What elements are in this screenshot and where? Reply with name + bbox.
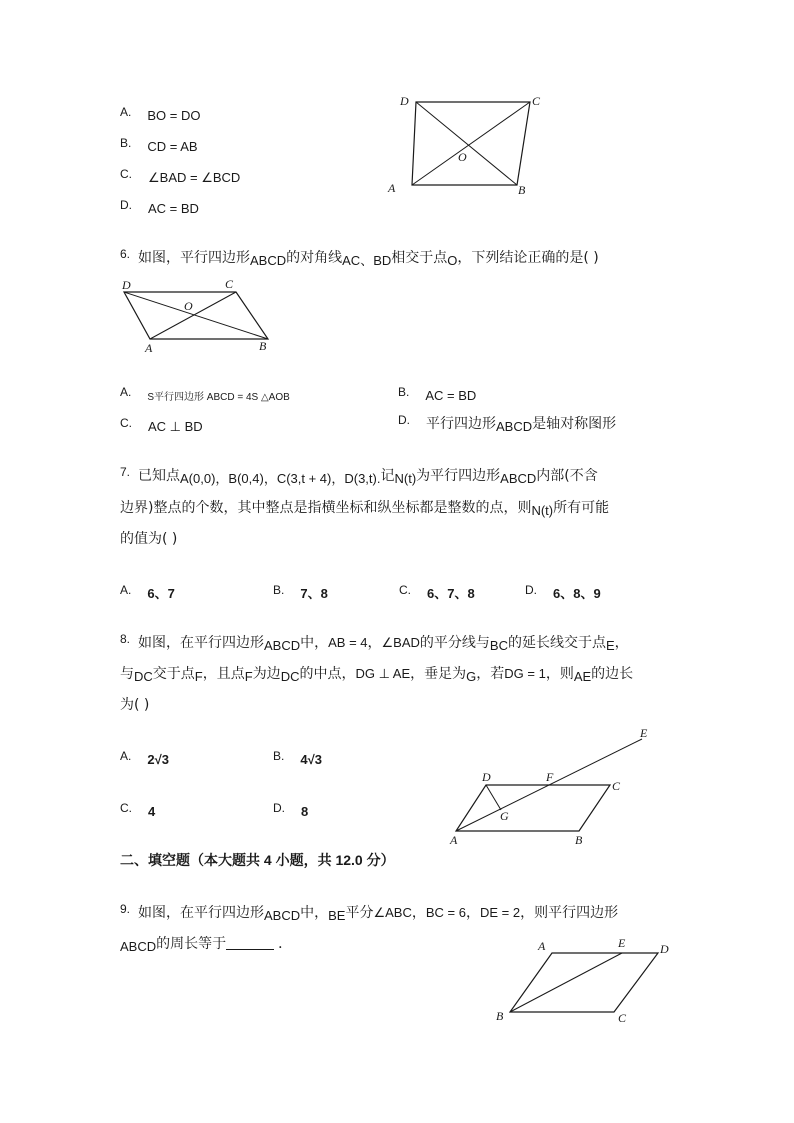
fig9-label-b: B [496, 1009, 504, 1023]
fig5-label-b: B [518, 183, 526, 197]
q6-parallelogram-figure [114, 274, 284, 358]
q8-option-c: C. 4 [120, 801, 156, 819]
fig8-label-c: C [612, 779, 621, 793]
q7-stem-line3: 的值为( ) [120, 531, 178, 547]
fig6-label-d: D [122, 278, 131, 292]
fig6-label-a: A [145, 341, 153, 355]
q9-stem-line1: 9. 如图，在平行四边形ABCD中，BE平分∠ABC，BC = 6，DE = 2，则平行四边形 [120, 902, 619, 923]
q5-option-a: A. BO = DO [120, 105, 201, 123]
q7-option-d: D. 6、8、9 [525, 583, 601, 601]
q6-stem: 6. 如图，平行四边形ABCD的对角线AC、BD相交于点O，下列结论正确的是( ) [120, 247, 599, 268]
q8-stem-line2: 与DC交于点F，且点F为边DC的中点，DG ⊥ AE，垂足为G，若DG = 1，则AE的边长 [120, 666, 634, 684]
fig9-label-c: C [618, 1011, 627, 1025]
q7-stem-line1: 7. 已知点A(0,0)，B(0,4)，C(3,t + 4)，D(3,t).记N(t)为平行四边形ABCD内部(不含 [120, 465, 598, 486]
fig5-label-o: O [458, 150, 467, 164]
q7-option-c: C. 6、7、8 [399, 583, 475, 601]
q8-parallelogram-figure [444, 726, 664, 852]
fig8-label-b: B [575, 833, 583, 847]
q7-stem-line2: 边界)整点的个数，其中整点是指横坐标和纵坐标都是整数的点，则N(t)所有可能 [120, 500, 610, 518]
q6-option-a: A. S平行四边形 ABCD = 4S △AOB [120, 385, 290, 403]
fig5-label-a: A [388, 181, 396, 195]
q5-option-d: D. AC = BD [120, 198, 199, 216]
q9-parallelogram-figure [494, 932, 684, 1032]
fig6-label-b: B [259, 339, 267, 353]
q6-option-d: D. 平行四边形ABCD是轴对称图形 [398, 413, 617, 434]
q5-parallelogram-figure [380, 88, 560, 200]
fig8-label-d: D [482, 770, 491, 784]
q8-stem-line1: 8. 如图，在平行四边形ABCD中，AB = 4，∠BAD的平分线与BC的延长线交于点E， [120, 632, 629, 653]
fig8-label-g: G [500, 809, 509, 823]
fig9-label-e: E [618, 936, 626, 950]
q8-option-a: A. 2√3 [120, 749, 169, 767]
section-heading: 二、填空题（本大题共 4 小题，共 12.0 分） [120, 852, 395, 868]
fig9-label-a: A [538, 939, 546, 953]
q6-option-c: C. AC ⊥ BD [120, 416, 203, 434]
fig6-label-c: C [225, 277, 234, 291]
q5-option-b: B. CD = AB [120, 136, 198, 154]
q7-option-b: B. 7、8 [273, 583, 328, 601]
fig8-label-e: E [640, 726, 648, 740]
q7-option-a: A. 6、7 [120, 583, 175, 601]
q9-stem-line2: ABCD的周长等于 ． [120, 936, 293, 954]
q6-option-b: B. AC = BD [398, 385, 477, 403]
answer-blank[interactable] [226, 935, 274, 950]
fig5-label-d: D [400, 94, 409, 108]
q8-stem-line3: 为( ) [120, 697, 150, 713]
fig8-label-f: F [546, 770, 554, 784]
fig6-label-o: O [184, 299, 193, 313]
fig9-label-d: D [660, 942, 669, 956]
fig8-label-a: A [450, 833, 458, 847]
q8-option-b: B. 4√3 [273, 749, 322, 767]
fig5-label-c: C [532, 94, 541, 108]
q8-option-d: D. 8 [273, 801, 309, 819]
q5-option-c: C. ∠BAD = ∠BCD [120, 167, 241, 185]
